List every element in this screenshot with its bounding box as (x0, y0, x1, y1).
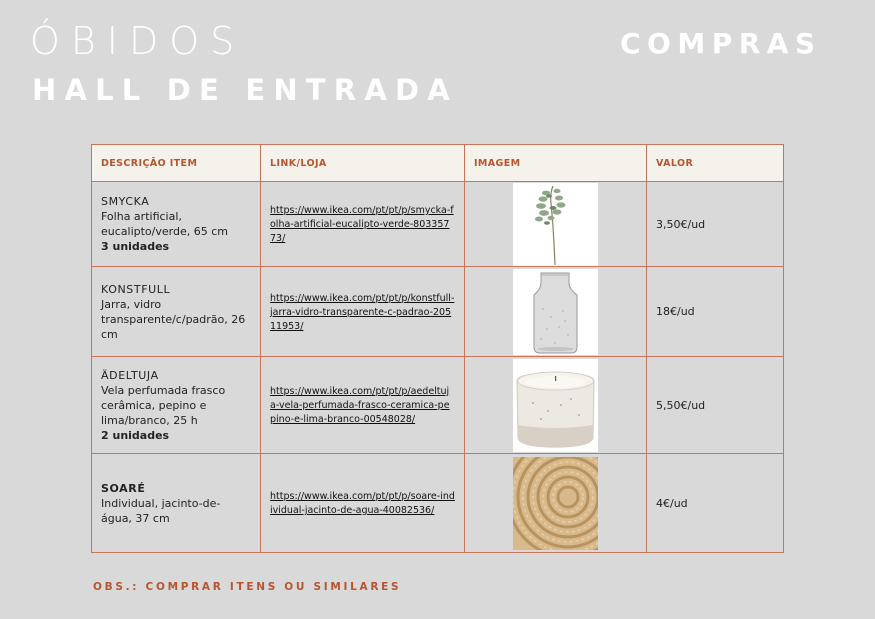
item-link[interactable]: https://www.ikea.com/pt/pt/p/soare-individual-jacinto-de-agua-40082536/ (270, 491, 455, 516)
shopping-table (91, 144, 784, 553)
item-details: Folha artificial, eucalipto/verde, 65 cm (101, 210, 228, 238)
woven-placemat-image (513, 457, 598, 550)
table-header-row (92, 145, 784, 182)
item-description-cell (92, 454, 261, 553)
item-description-cell (92, 357, 261, 454)
item-description-cell (92, 182, 261, 267)
table-row (92, 357, 784, 454)
item-link[interactable]: https://www.ikea.com/pt/pt/p/aedeltuja-vela-perfumada-frasco-ceramica-pepino-e-lima-branco-00548028/ (270, 386, 450, 425)
location-title: ÓBIDOS (30, 19, 246, 63)
eucalyptus-leaf-image (513, 183, 598, 266)
item-link[interactable]: https://www.ikea.com/pt/pt/p/smycka-folha-artificial-eucalipto-verde-80335773/ (270, 205, 454, 244)
item-value: 3,50€/ud (647, 182, 784, 267)
item-quantity: 3 unidades (101, 240, 170, 253)
item-value: 4€/ud (647, 454, 784, 553)
column-header-value: VALOR (647, 145, 784, 182)
item-image-cell (465, 267, 647, 357)
item-image-cell (465, 182, 647, 267)
item-image-cell (465, 357, 647, 454)
item-name: KONSTFULL (101, 282, 171, 296)
table-row (92, 454, 784, 553)
column-header-image: IMAGEM (465, 145, 647, 182)
item-link-cell (261, 267, 465, 357)
item-description-cell (92, 267, 261, 357)
column-header-description: DESCRIÇÃO ITEM (92, 145, 261, 182)
item-details: Jarra, vidro transparente/c/padrão, 26 cm (101, 297, 246, 341)
item-link[interactable]: https://www.ikea.com/pt/pt/p/konstfull-jarra-vidro-transparente-c-padrao-20511953/ (270, 292, 455, 332)
room-title: HALL DE ENTRADA (32, 73, 458, 107)
candle-jar-image (513, 359, 598, 452)
item-name: ÄDELTUJA (101, 368, 159, 382)
item-link-cell (261, 182, 465, 267)
section-title: COMPRAS (620, 27, 822, 60)
item-value: 18€/ud (647, 267, 784, 357)
item-details: Vela perfumada frasco cerâmica, pepino e lima/branco, 25 h (101, 383, 226, 427)
item-value: 5,50€/ud (647, 357, 784, 454)
table-row (92, 182, 784, 267)
footer-note: OBS.: COMPRAR ITENS OU SIMILARES (93, 581, 402, 593)
column-header-link: LINK/LOJA (261, 145, 465, 182)
table-row (92, 267, 784, 357)
glass-vase-image (513, 269, 598, 355)
item-name: SMYCKA (101, 195, 150, 208)
item-link-cell (261, 454, 465, 553)
item-details: Individual, jacinto-de-água, 37 cm (101, 496, 221, 525)
item-image-cell (465, 454, 647, 553)
item-quantity: 2 unidades (101, 428, 170, 442)
item-name: SOARÉ (101, 481, 146, 495)
item-link-cell (261, 357, 465, 454)
